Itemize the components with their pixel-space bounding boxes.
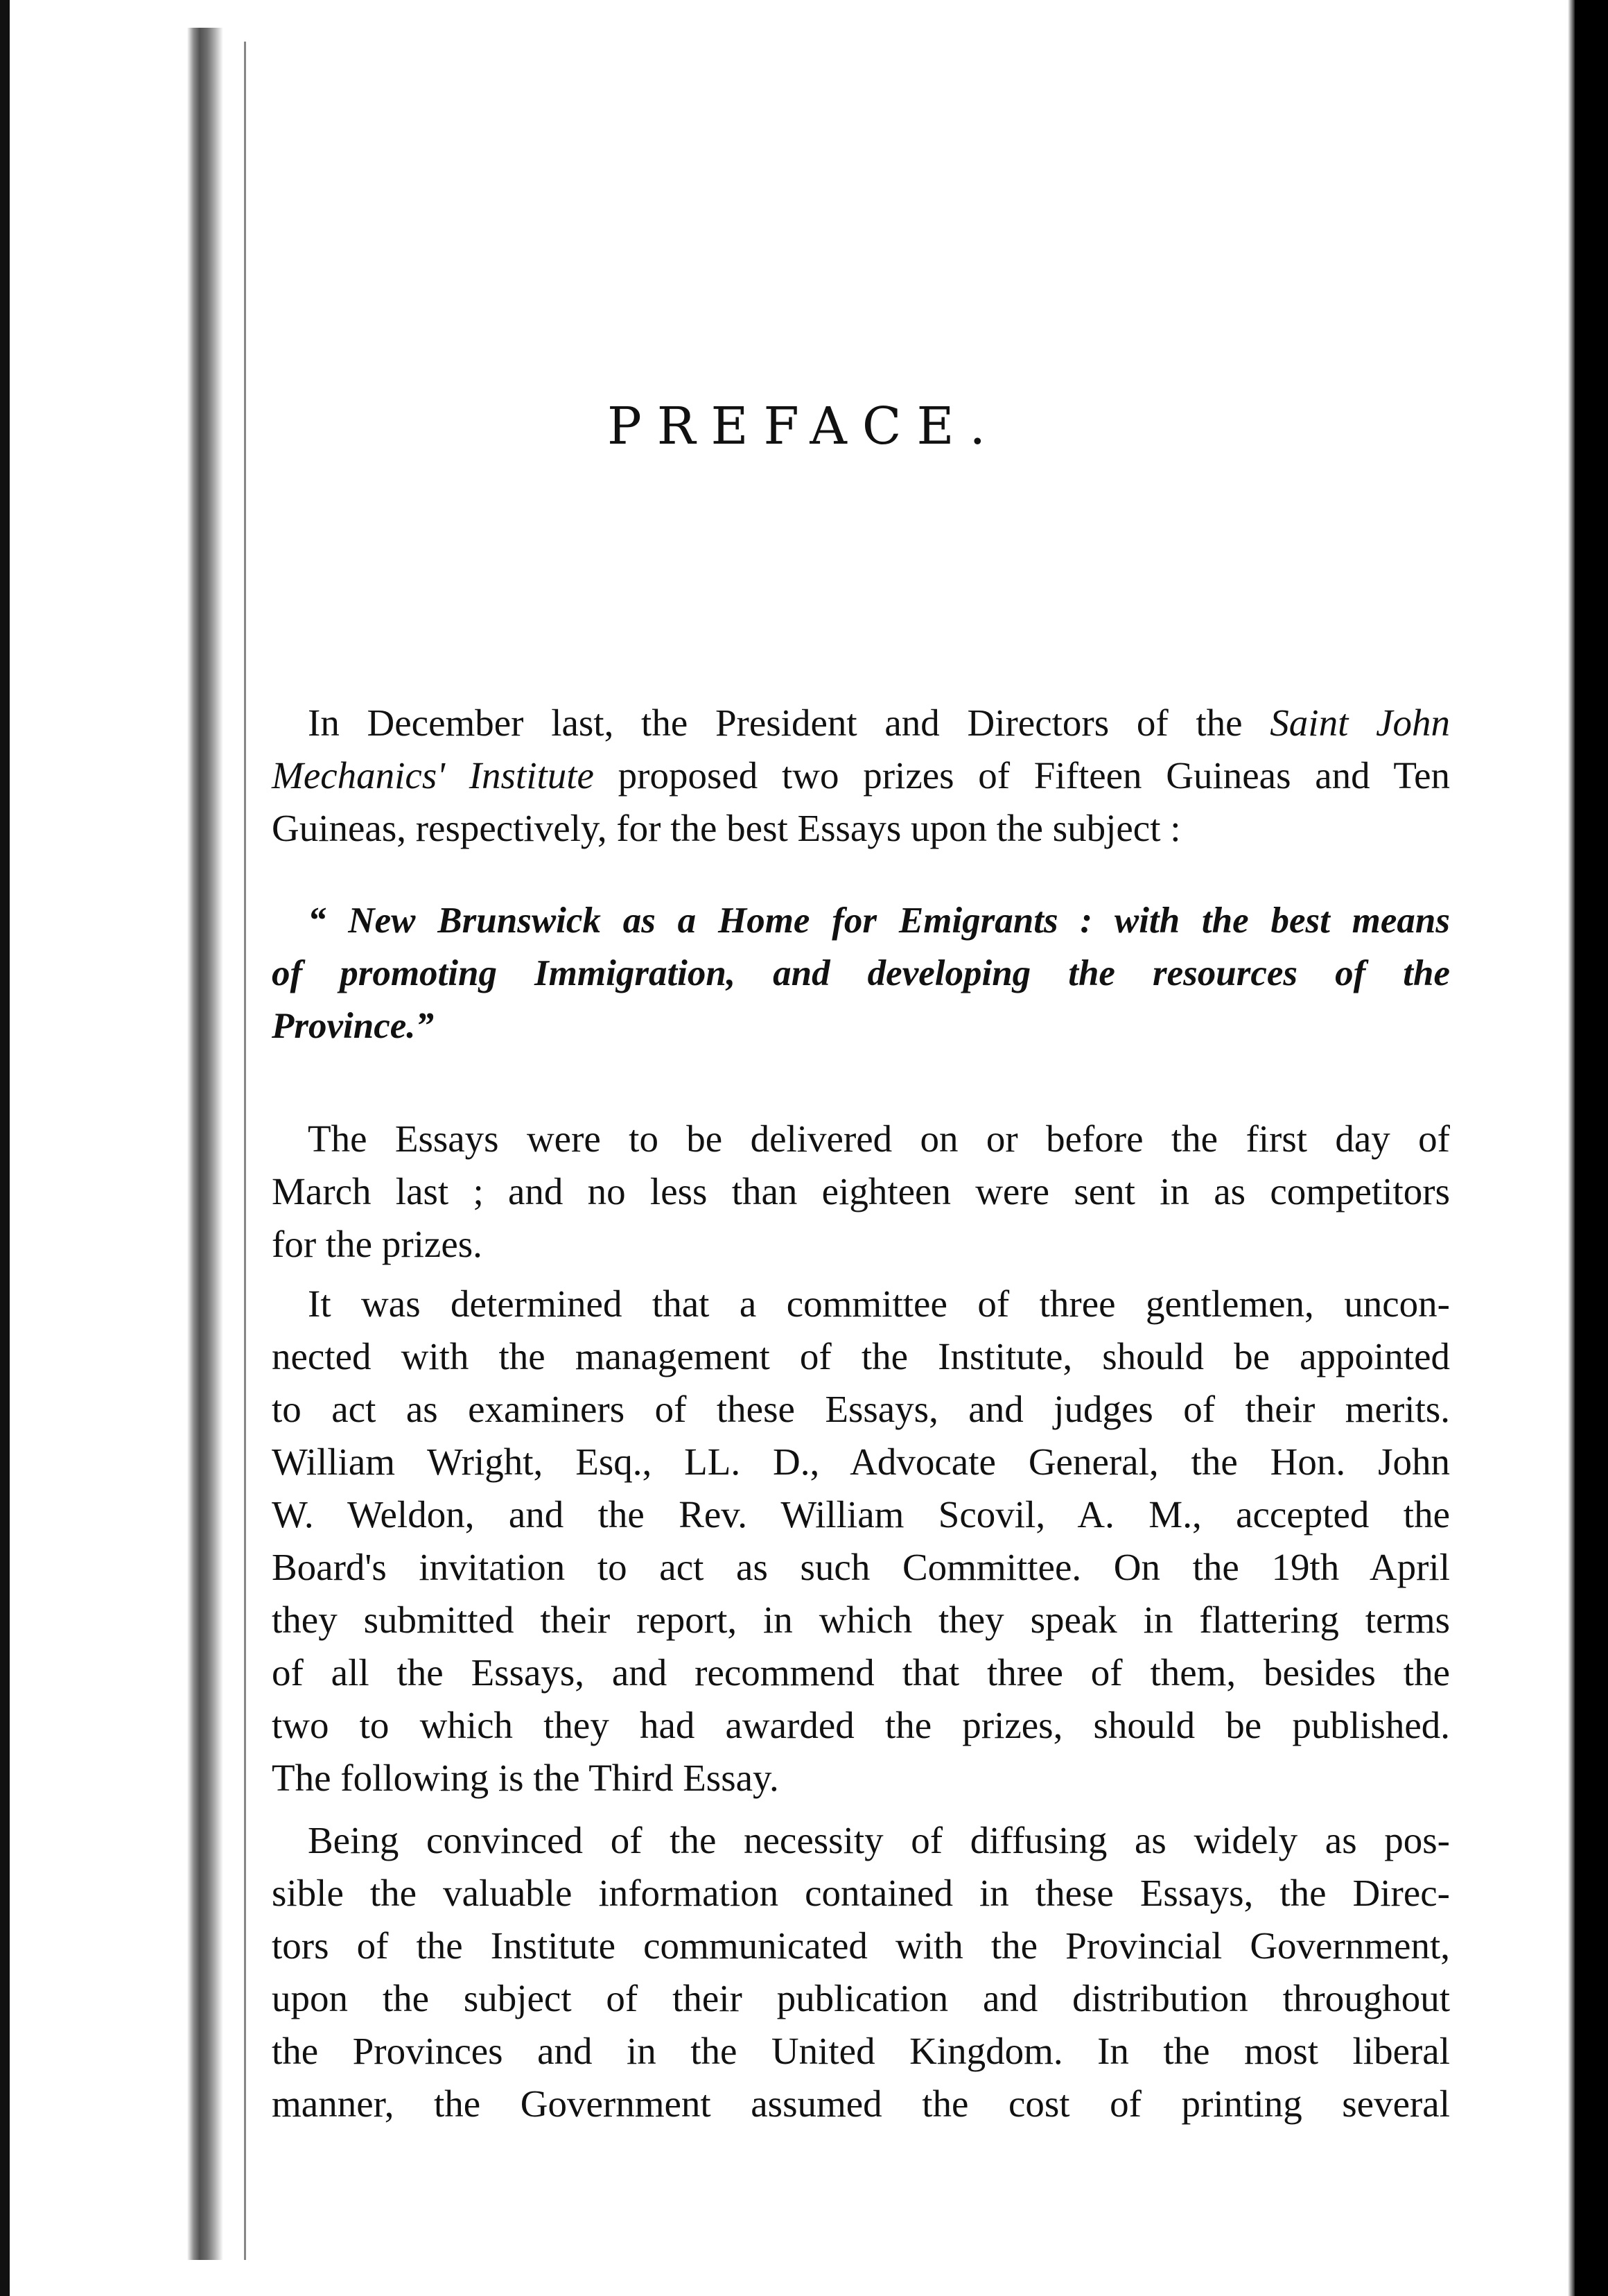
text-line: the Provinces and in the United Kingdom. In the most liberal [272, 2030, 1450, 2072]
essay-subject-quote [272, 894, 1450, 1052]
text-line: Board's invitation to act as such Committee. On the 19th April [272, 1546, 1450, 1588]
page-title: PREFACE. [606, 397, 1002, 456]
paragraph-3 [272, 1278, 1450, 1804]
paragraph-4 [272, 1814, 1450, 2130]
text-line: nected with the management of the Institute, should be appointed [272, 1335, 1450, 1377]
binding-line [244, 42, 246, 2260]
text-line: Province.” [272, 1006, 435, 1046]
text-line: of all the Essays, and recommend that three of them, besides the [272, 1651, 1450, 1694]
scan-edge-shadow [1568, 0, 1575, 2296]
text-span-italic: Mechanics' Institute [272, 754, 594, 797]
text-line: Guineas, respectively, for the best Essays upon the subject : [272, 807, 1181, 849]
text-span-italic: Saint John [1270, 702, 1450, 744]
text-line: two to which they had awarded the prizes, should be published. [272, 1704, 1450, 1746]
text-line: William Wright, Esq., LL. D., Advocate General, the Hon. John [272, 1441, 1450, 1483]
text-line: sible the valuable information contained in these Essays, the Direc- [272, 1872, 1450, 1914]
text-line: tors of the Institute communicated with the Provincial Government, [272, 1924, 1450, 1967]
page-binding-shadow [187, 28, 223, 2260]
paragraph-2 [272, 1113, 1450, 1271]
text-line: It was determined that a committee of three gentlemen, uncon- [308, 1282, 1450, 1325]
text-span: proposed two prizes of Fifteen Guineas and Ten [593, 754, 1450, 797]
scan-edge-right [1575, 0, 1608, 2296]
text-line: “ New Brunswick as a Home for Emigrants : with the best means [308, 901, 1450, 941]
scan-edge-left [0, 0, 10, 2296]
text-line: manner, the Government assumed the cost of printing several [272, 2082, 1450, 2125]
text-line: to act as examiners of these Essays, and judges of their merits. [272, 1388, 1450, 1430]
text-line: March last ; and no less than eighteen were sent in as competitors [272, 1170, 1450, 1212]
text-span: In December last, the President and Directors of the [308, 702, 1270, 744]
text-line: upon the subject of their publication and distribution throughout [272, 1977, 1450, 2019]
paragraph-1 [272, 697, 1450, 855]
text-line: W. Weldon, and the Rev. William Scovil, A. M., accepted the [272, 1493, 1450, 1536]
text-line: The following is the Third Essay. [272, 1757, 779, 1799]
text-line: of promoting Immigration, and developing the resources of the [272, 953, 1450, 993]
text-line: Being convinced of the necessity of diffusing as widely as pos- [308, 1819, 1450, 1861]
text-line: for the prizes. [272, 1223, 482, 1265]
text-line: they submitted their report, in which they speak in flattering terms [272, 1599, 1450, 1641]
text-line [272, 697, 1450, 749]
text-line: The Essays were to be delivered on or before the first day of [308, 1117, 1450, 1160]
text-line [272, 749, 1450, 802]
